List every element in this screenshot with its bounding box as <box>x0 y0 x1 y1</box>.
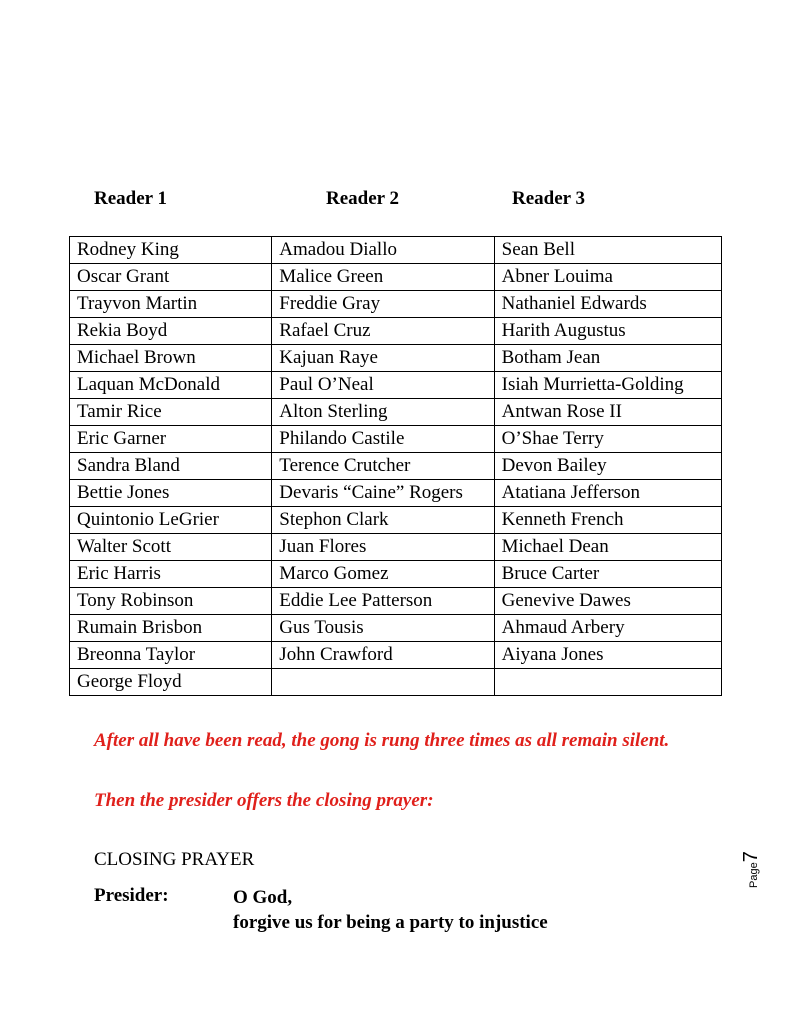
name-cell-reader-1: Bettie Jones <box>70 480 272 507</box>
table-row <box>70 426 722 453</box>
name-cell-reader-3: Devon Bailey <box>494 453 721 480</box>
table-row <box>70 561 722 588</box>
prayer-text <box>233 885 548 935</box>
name-cell-reader-2: Kajuan Raye <box>272 345 494 372</box>
reader-2-heading: Reader 2 <box>326 188 399 209</box>
table-row <box>70 507 722 534</box>
name-cell-reader-3: Nathaniel Edwards <box>494 291 721 318</box>
page-word: Page <box>748 862 760 888</box>
name-cell-reader-1: Sandra Bland <box>70 453 272 480</box>
name-cell-reader-1: Trayvon Martin <box>70 291 272 318</box>
name-cell-reader-2: John Crawford <box>272 642 494 669</box>
reader-1-heading: Reader 1 <box>94 188 167 209</box>
name-cell-reader-1: Eric Harris <box>70 561 272 588</box>
name-cell-reader-3: Sean Bell <box>494 237 721 264</box>
table-row <box>70 534 722 561</box>
name-cell-reader-1: Rekia Boyd <box>70 318 272 345</box>
name-cell-reader-1: Eric Garner <box>70 426 272 453</box>
table-row <box>70 264 722 291</box>
name-cell-reader-2: Terence Crutcher <box>272 453 494 480</box>
name-cell-reader-3: Kenneth French <box>494 507 721 534</box>
name-cell-reader-1: Rodney King <box>70 237 272 264</box>
page-number-marker <box>740 851 763 888</box>
name-cell-reader-2: Rafael Cruz <box>272 318 494 345</box>
table-row <box>70 237 722 264</box>
table-row <box>70 318 722 345</box>
name-cell-reader-2: Malice Green <box>272 264 494 291</box>
name-cell-reader-3: Bruce Carter <box>494 561 721 588</box>
name-cell-reader-1: Laquan McDonald <box>70 372 272 399</box>
table-row <box>70 642 722 669</box>
name-cell-reader-2: Alton Sterling <box>272 399 494 426</box>
table-row <box>70 345 722 372</box>
name-cell-reader-3: Botham Jean <box>494 345 721 372</box>
name-cell-reader-3: Aiyana Jones <box>494 642 721 669</box>
reader-3-heading: Reader 3 <box>512 188 585 209</box>
name-cell-reader-2 <box>272 669 494 696</box>
table-row <box>70 669 722 696</box>
name-cell-reader-1: Tony Robinson <box>70 588 272 615</box>
presider-label: Presider: <box>94 885 169 906</box>
name-cell-reader-3: Isiah Murrietta-Golding <box>494 372 721 399</box>
table-row <box>70 615 722 642</box>
prayer-line: forgive us for being a party to injustice <box>233 912 548 933</box>
names-table <box>69 236 722 696</box>
name-cell-reader-2: Stephon Clark <box>272 507 494 534</box>
closing-prayer-title: CLOSING PRAYER <box>94 849 255 870</box>
name-cell-reader-3: Michael Dean <box>494 534 721 561</box>
table-row <box>70 372 722 399</box>
name-cell-reader-2: Marco Gomez <box>272 561 494 588</box>
name-cell-reader-3: Atatiana Jefferson <box>494 480 721 507</box>
table-row <box>70 453 722 480</box>
name-cell-reader-2: Eddie Lee Patterson <box>272 588 494 615</box>
name-cell-reader-2: Amadou Diallo <box>272 237 494 264</box>
table-row <box>70 291 722 318</box>
name-cell-reader-3: O’Shae Terry <box>494 426 721 453</box>
name-cell-reader-1: Oscar Grant <box>70 264 272 291</box>
table-row <box>70 399 722 426</box>
name-cell-reader-3: Harith Augustus <box>494 318 721 345</box>
name-cell-reader-1: Tamir Rice <box>70 399 272 426</box>
rubric-prayer-intro: Then the presider offers the closing prayer: <box>94 790 434 811</box>
table-row <box>70 480 722 507</box>
name-cell-reader-3: Genevive Dawes <box>494 588 721 615</box>
name-cell-reader-1: Breonna Taylor <box>70 642 272 669</box>
page-number: 7 <box>740 851 762 863</box>
name-cell-reader-1: Walter Scott <box>70 534 272 561</box>
table-row <box>70 588 722 615</box>
name-cell-reader-1: Quintonio LeGrier <box>70 507 272 534</box>
name-cell-reader-2: Gus Tousis <box>272 615 494 642</box>
name-cell-reader-3: Antwan Rose II <box>494 399 721 426</box>
reader-headers <box>0 188 791 214</box>
name-cell-reader-3 <box>494 669 721 696</box>
name-cell-reader-2: Juan Flores <box>272 534 494 561</box>
name-cell-reader-1: Michael Brown <box>70 345 272 372</box>
name-cell-reader-3: Ahmaud Arbery <box>494 615 721 642</box>
name-cell-reader-1: Rumain Brisbon <box>70 615 272 642</box>
name-cell-reader-2: Philando Castile <box>272 426 494 453</box>
name-cell-reader-2: Devaris “Caine” Rogers <box>272 480 494 507</box>
rubric-instruction: After all have been read, the gong is rung three times as all remain silent. <box>94 730 670 751</box>
name-cell-reader-1: George Floyd <box>70 669 272 696</box>
names-table-body <box>70 237 722 696</box>
name-cell-reader-3: Abner Louima <box>494 264 721 291</box>
prayer-line: O God, <box>233 887 293 908</box>
name-cell-reader-2: Paul O’Neal <box>272 372 494 399</box>
name-cell-reader-2: Freddie Gray <box>272 291 494 318</box>
